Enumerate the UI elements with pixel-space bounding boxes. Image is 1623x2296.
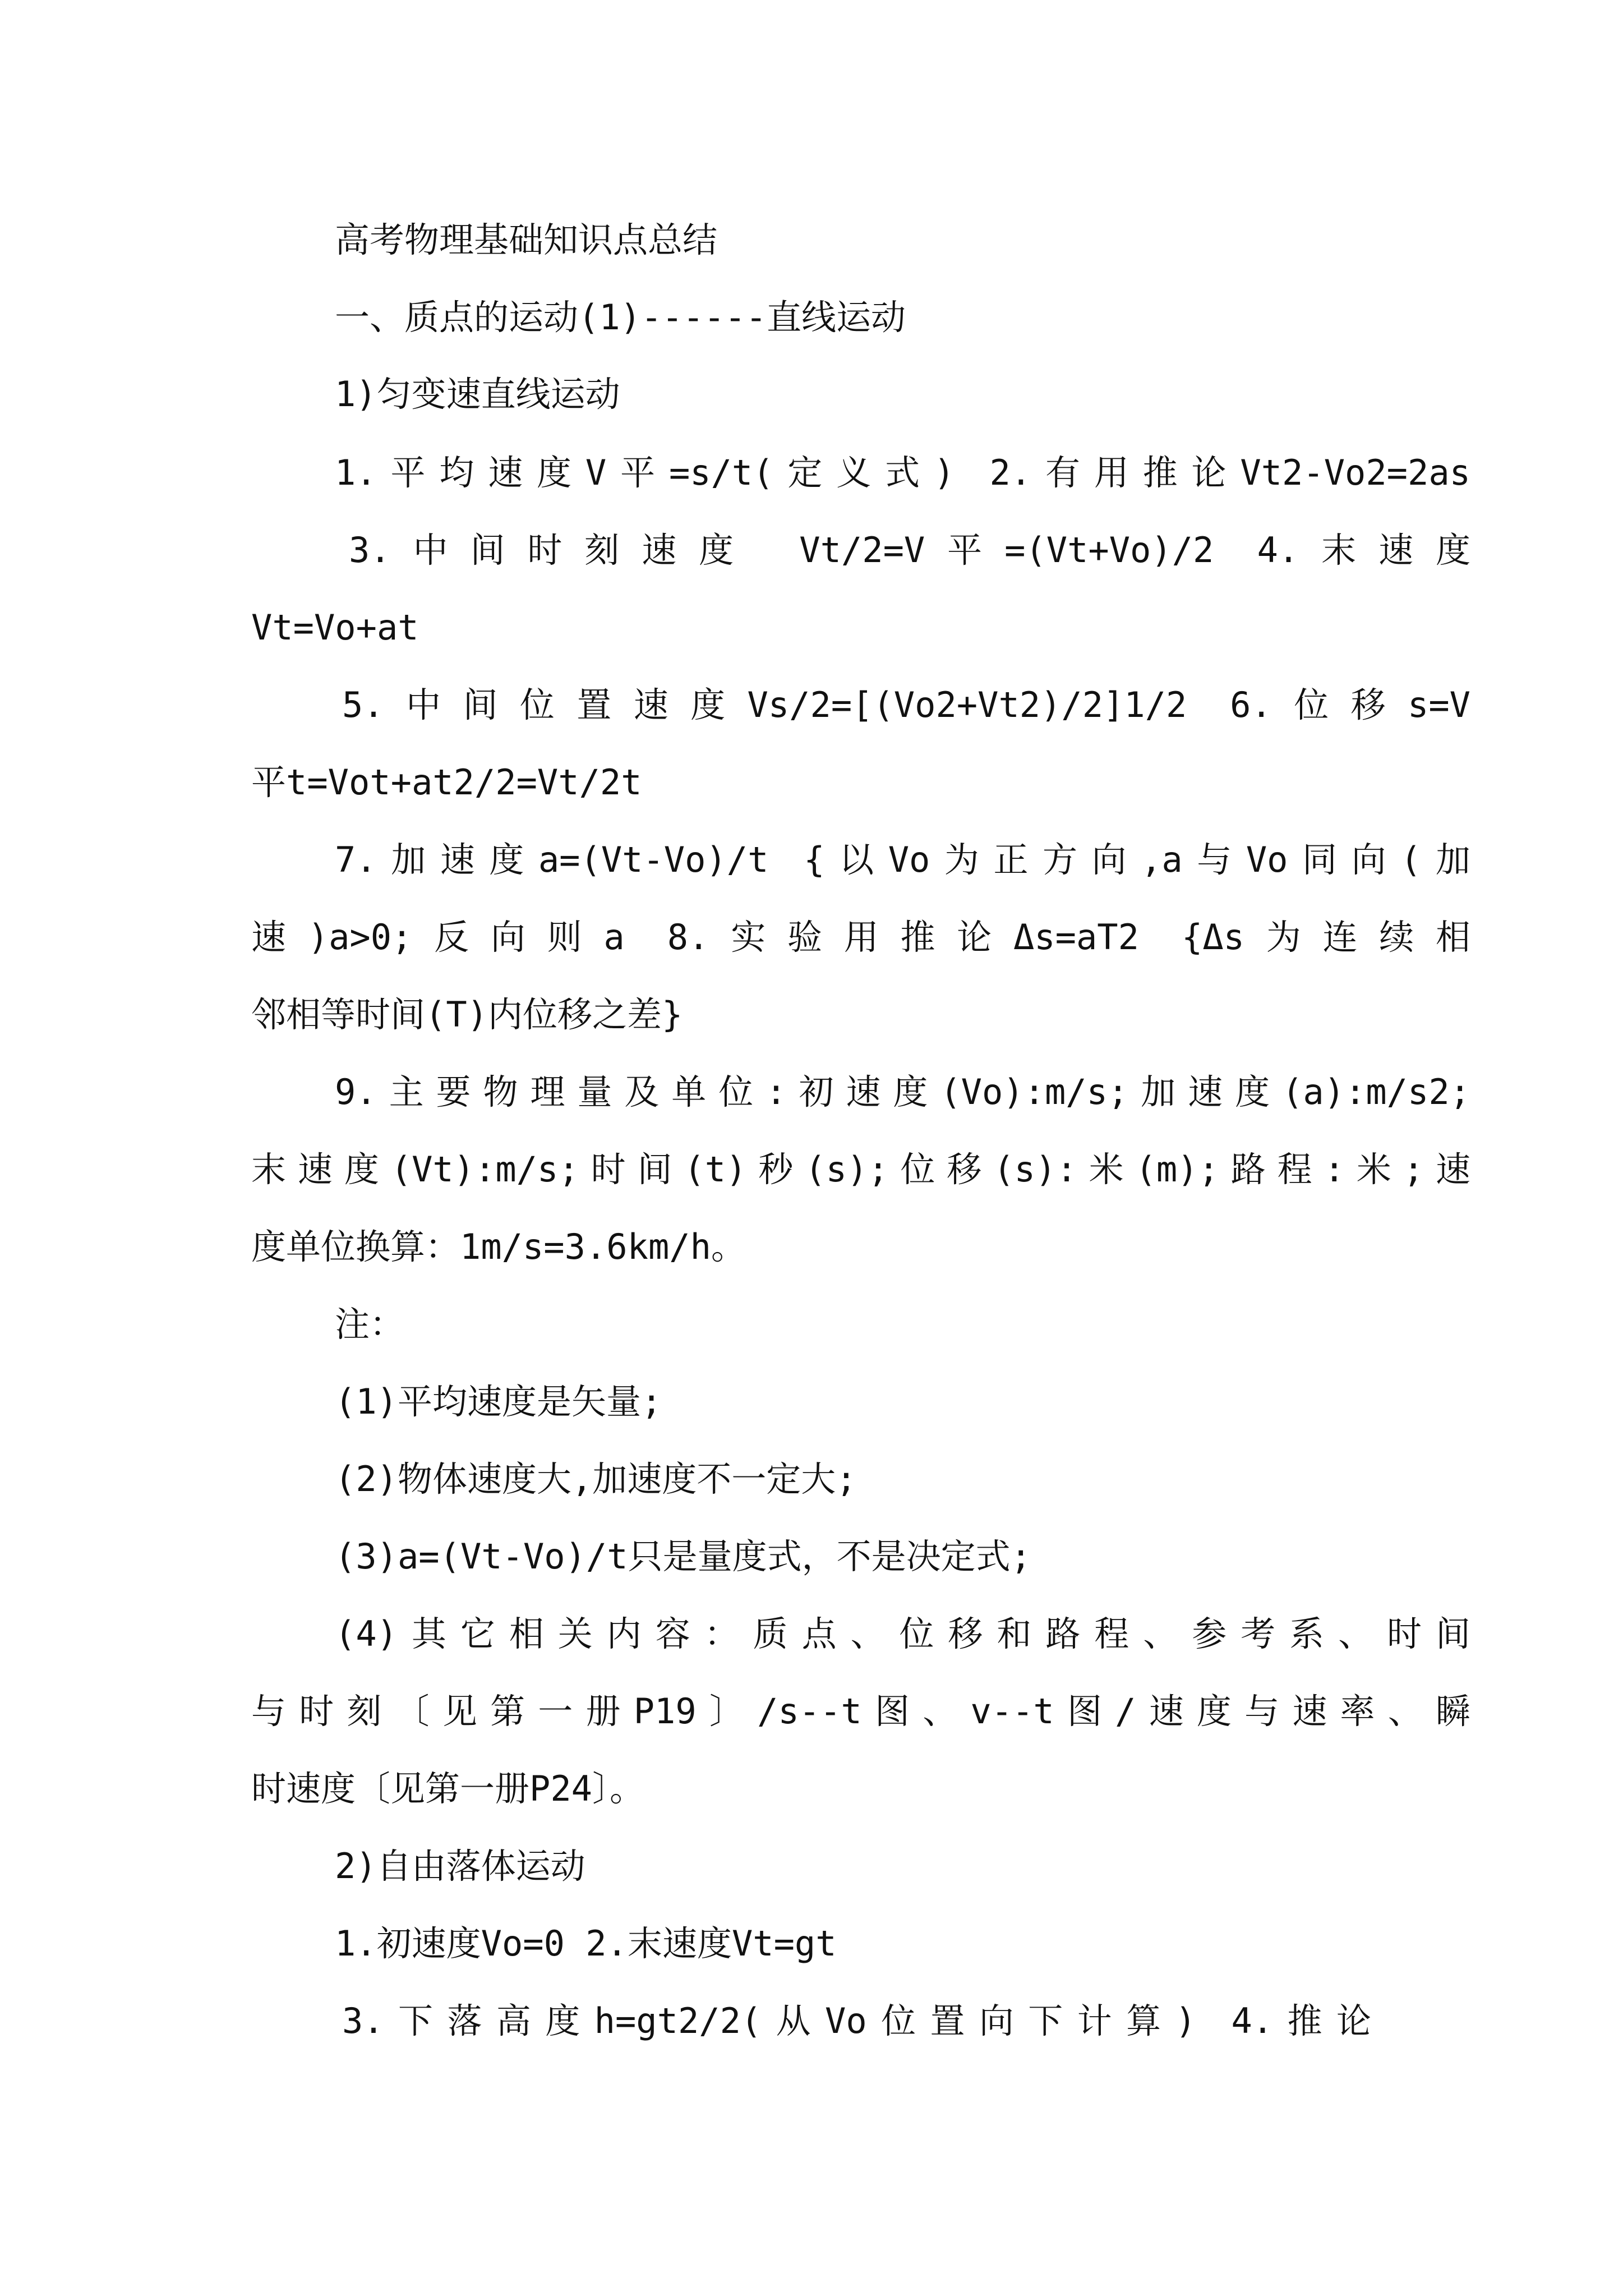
note-item: (2)物体速度大,加速度不一定大;: [335, 1458, 857, 1499]
note-item: (3)a=(Vt-Vo)/t只是量度式，不是决定式;: [335, 1536, 1031, 1577]
note-item: (1)平均速度是矢量;: [335, 1381, 662, 1422]
section-heading: 一、质点的运动(1)------直线运动: [335, 297, 906, 338]
text-line: 末速度(Vt):m/s;时间(t)秒(s);位移(s):米(m);路程:米;速: [251, 1149, 1470, 1190]
text-line: 邻相等时间(T)内位移之差}: [251, 994, 683, 1035]
text-line: 速)a>0;反向则a 8.实验用推论Δs=aT2 {Δs为连续相: [251, 917, 1470, 958]
text-line: 1.平均速度V平=s/t(定义式) 2.有用推论Vt2-Vo2=2as: [335, 452, 1470, 493]
note-item: 时速度〔见第一册P24〕。: [251, 1768, 644, 1809]
subsection-heading: 2)自由落体运动: [335, 1846, 585, 1887]
note-item: (4)其它相关内容：质点、位移和路程、参考系、时间: [335, 1613, 1470, 1654]
text-line: 平t=Vot+at2/2=Vt/2t: [251, 762, 642, 803]
text-line: 3.中间时刻速度 Vt/2=V平=(Vt+Vo)/2 4.末速度: [349, 530, 1470, 570]
text-line: Vt=Vo+at: [251, 607, 419, 648]
text-line: 3.下落高度h=gt2/2(从Vo位置向下计算) 4.推论: [342, 2000, 1371, 2041]
text-line: 7.加速度a=(Vt-Vo)/t {以Vo为正方向,a与Vo同向(加: [335, 839, 1470, 880]
text-line: 5.中间位置速度Vs/2=[(Vo2+Vt2)/2]1/2 6.位移s=V: [342, 684, 1470, 725]
note-heading: 注：: [335, 1304, 405, 1345]
text-line: 度单位换算：1m/s=3.6km/h。: [251, 1226, 746, 1267]
text-line: 1.初速度Vo=0 2.末速度Vt=gt: [335, 1923, 837, 1964]
subsection-heading: 1)匀变速直线运动: [335, 374, 620, 415]
text-line: 9.主要物理量及单位:初速度(Vo):m/s;加速度(a):m/s2;: [335, 1071, 1470, 1112]
note-item: 与时刻〔见第一册P19〕/s--t图、v--t图/速度与速率、瞬: [251, 1691, 1470, 1732]
document-title: 高考物理基础知识点总结: [335, 219, 718, 260]
